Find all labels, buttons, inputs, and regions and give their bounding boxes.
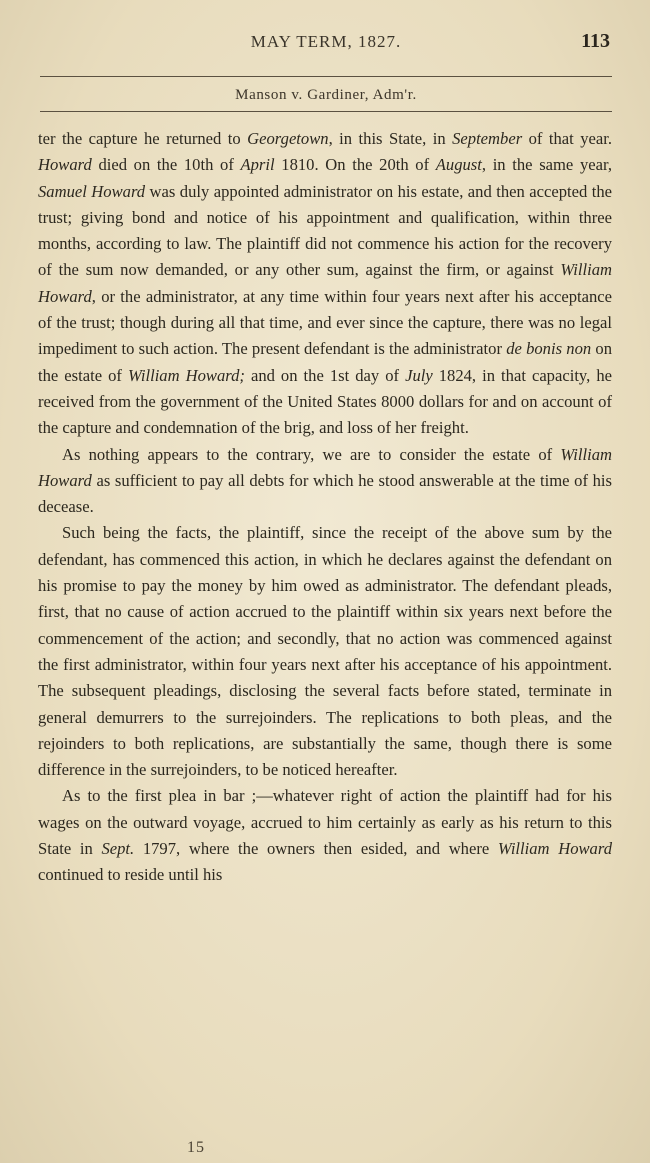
- text-run: 1824, in that capacity, he received from the government of the United States 8000 dollars for and on account of the capture and condemnation of the brig, and loss of her freight.: [38, 365, 612, 438]
- paragraph-2: [38, 442, 612, 521]
- text-run: As nothing appears to the contrary, we are to consider the estate of: [62, 444, 561, 464]
- italic-run: de bonis non: [506, 339, 592, 359]
- running-head: [40, 32, 612, 56]
- italic-run: William Howard: [497, 839, 612, 859]
- body-text: [38, 126, 612, 889]
- text-run: died on the 10th of: [91, 155, 241, 175]
- text-run: on the estate of: [38, 339, 612, 385]
- italic-run: William Howard: [38, 260, 612, 306]
- italic-run: Sept.: [101, 839, 135, 859]
- text-run: , or the administrator, at any time within four years next after his acceptance of the trust; though during all that time, and ever since the capture, there was no legal impediment to such action. The present defendant is the administrator: [38, 286, 612, 359]
- header-rule-bottom: [40, 111, 612, 112]
- text-run: as sufficient to pay all debts for which he stood answerable at the time of his decease.: [38, 470, 612, 517]
- italic-run: Howard: [38, 155, 92, 175]
- italic-run: William Howard: [38, 444, 612, 490]
- case-title: Manson v. Gardiner, Adm'r.: [235, 87, 417, 103]
- paragraph-3: [38, 520, 612, 783]
- italic-run: August: [435, 155, 482, 175]
- text-run: was duly appointed administrator on his estate, and then accepted the trust; giving bond and notice of his appointment and qualification, within three months, according to law. The plaintiff did not commence his action for the recovery of the sum now demanded, or any other sum, against the firm, or against: [38, 181, 612, 280]
- text-run: , in this State, in: [328, 129, 453, 148]
- header-rule-top: [40, 76, 612, 77]
- italic-run: William Howard;: [127, 365, 245, 385]
- signature-mark: 15: [187, 1139, 205, 1156]
- italic-run: Georgetown: [247, 129, 329, 148]
- paragraph-4: [38, 783, 612, 888]
- text-run: of that year.: [522, 129, 612, 148]
- page-number: 113: [581, 30, 610, 52]
- italic-run: Samuel Howard: [38, 181, 146, 201]
- text-run: , in the same year,: [481, 155, 612, 175]
- text-run: and on the 1st day of: [244, 365, 406, 385]
- italic-run: September: [452, 129, 523, 148]
- running-title: MAY TERM, 1827.: [250, 32, 402, 51]
- italic-run: April: [240, 155, 275, 175]
- text-run: continued to reside until his: [38, 865, 223, 885]
- italic-run: July: [405, 365, 433, 385]
- text-run: 1797, where the owners then esided, and where: [134, 839, 498, 859]
- paragraph-1: [38, 126, 612, 442]
- text-run: As to the first plea in bar ;—whatever right of action the plaintiff had for his wages on the outward voyage, accrued to him certainly as early as his return to this State in: [38, 786, 612, 859]
- text-run: 1810. On the 20th of: [274, 155, 436, 175]
- text-run: Such being the facts, the plaintiff, since the receipt of the above sum by the defendant, has commenced this action, in which he declares against the defendant on his promise to pay the money by him owed as administrator. The defendant pleads, first, that no cause of action accrued to the plaintiff within six years next before the commencement of the action; and secondly, that no action was commenced against the first administrator, within four years next after his acceptance of his appointment. The subsequent pleadings, disclosing the several facts before stated, terminate in general demurrers to the surrejoinders. The replications to both pleas, and the rejoinders to both replications, are substantially the same, though there is some difference in the surrejoinders, to be noticed hereafter.: [38, 523, 612, 780]
- text-run: ter the capture he returned to: [38, 129, 248, 148]
